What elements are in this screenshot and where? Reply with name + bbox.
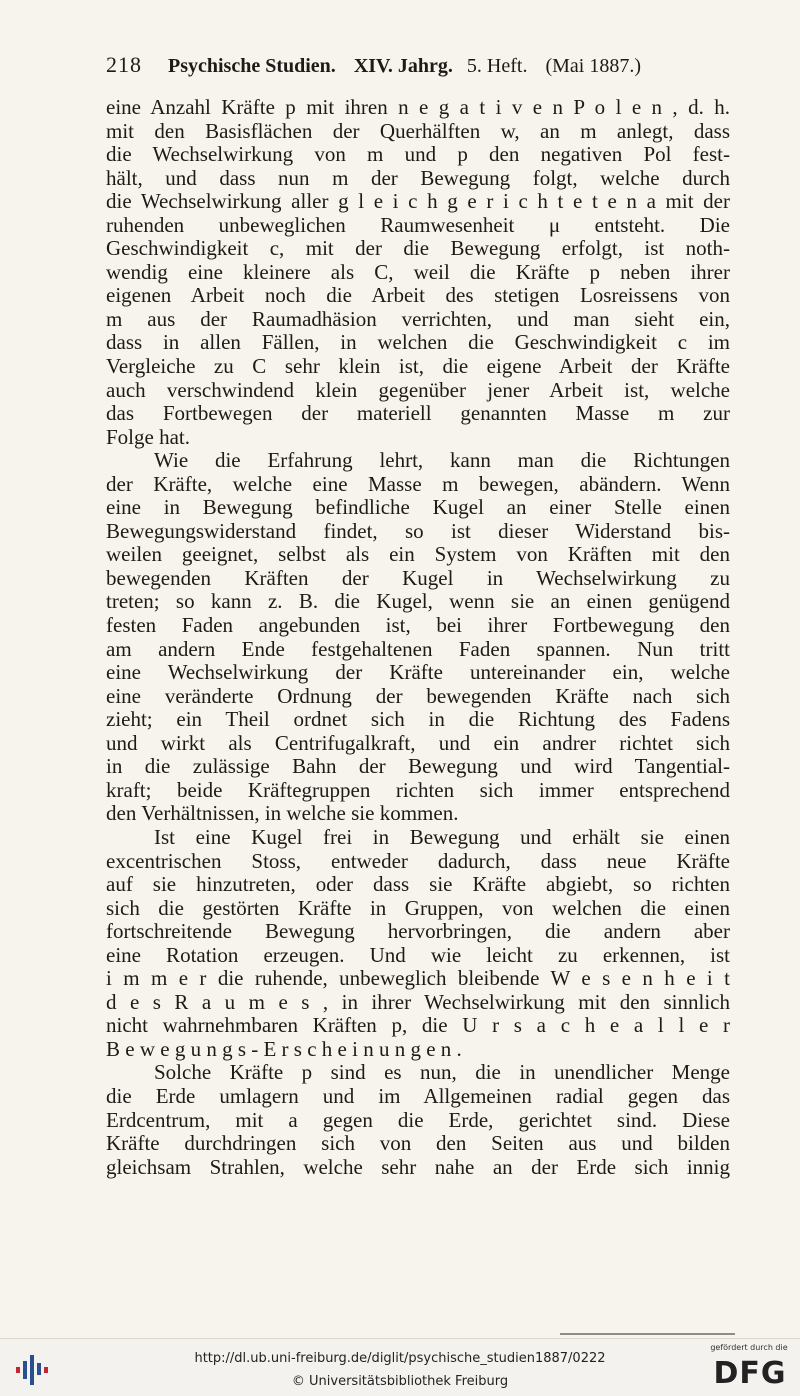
text-line: fortschreitende Bewegung hervorbringen, die andern aber <box>106 920 730 944</box>
text-line: festen Faden angebunden ist, bei ihrer Fortbewegung den <box>106 614 730 638</box>
text-line: in die zulässige Bahn der Bewegung und wird Tangential- <box>106 755 730 779</box>
text-line: gleichsam Strahlen, welche sehr nahe an der Erde sich innig <box>106 1155 730 1179</box>
dfg-logo <box>706 1343 792 1393</box>
text-line: am andern Ende festgehaltenen Faden spannen. Nun tritt <box>106 637 730 661</box>
volume-label: XIV. Jahrg. <box>353 55 453 77</box>
text-line: auch verschwindend klein gegenüber jener Arbeit ist, welche <box>106 378 730 402</box>
text-line: die Wechselwirkung von m und p den negativen Pol fest- <box>106 143 730 167</box>
text-line: eine in Bewegung befindliche Kugel an einer Stelle einen <box>106 496 730 520</box>
running-head <box>106 52 730 82</box>
bottom-rule <box>560 1333 735 1335</box>
permalink-url[interactable]: http://dl.ub.uni-freiburg.de/diglit/psychische_studien1887/0222 <box>194 1351 606 1366</box>
text-line: auf sie hinzutreten, oder dass sie Kräfte abgiebt, so richten <box>106 873 730 897</box>
text-line: mit den Basisflächen der Querhälften w, an m anlegt, dass <box>106 119 730 143</box>
text-line: nicht wahrnehmbaren Kräften p, die U r s a c h e a l l e r <box>106 1014 730 1038</box>
text-line: Bewegungswiderstand findet, so ist dieser Widerstand bis- <box>106 519 730 543</box>
text-line: wendig eine kleinere als C, weil die Kräfte p neben ihrer <box>106 260 730 284</box>
issue-label: 5. Heft. <box>466 55 528 77</box>
text-line: das Fortbewegen der materiell genannten Masse m zur <box>106 402 730 426</box>
text-line: ruhenden unbeweglichen Raumwesenheit μ entsteht. Die <box>106 213 730 237</box>
text-line: den Verhältnissen, in welche sie kommen. <box>106 802 459 826</box>
dfg-mark: DFG <box>713 1356 787 1391</box>
text-line: Ist eine Kugel frei in Bewegung und erhält sie einen <box>154 825 730 849</box>
page-number: 218 <box>106 52 142 77</box>
text-line: B e w e g u n g s - E r s c h e i n u n g e n . <box>106 1037 462 1061</box>
text-line: Wie die Erfahrung lehrt, kann man die Richtungen <box>154 449 730 473</box>
text-line: dass in allen Fällen, in welchen die Geschwindigkeit c im <box>106 331 730 355</box>
text-line: hält, und dass nun m der Bewegung folgt, welche durch <box>106 166 730 190</box>
text-line: sich die gestörten Kräfte in Gruppen, von welchen die einen <box>106 896 730 920</box>
text-line: excentrischen Stoss, entweder dadurch, dass neue Kräfte <box>106 849 730 873</box>
viewer-footer <box>0 1338 800 1396</box>
text-line: zieht; ein Theil ordnet sich in die Richtung des Fadens <box>106 708 730 732</box>
journal-title: Psychische Studien. <box>168 55 336 77</box>
text-line: weilen geeignet, selbst als ein System von Kräften mit den <box>106 543 730 567</box>
text-line: i m m e r die ruhende, unbeweglich bleibende W e s e n h e i t <box>106 967 730 991</box>
text-line: Geschwindigkeit c, mit der die Bewegung erfolgt, ist noth- <box>106 237 730 261</box>
text-line: Folge hat. <box>106 425 190 449</box>
text-line: treten; so kann z. B. die Kugel, wenn sie an einen genügend <box>106 590 730 614</box>
text-line: Vergleiche zu C sehr klein ist, die eigene Arbeit der Kräfte <box>106 355 730 379</box>
text-line: Kräfte durchdringen sich von den Seiten aus und bilden <box>106 1132 730 1156</box>
text-line: eine Rotation erzeugen. Und wie leicht zu erkennen, ist <box>106 943 730 967</box>
text-line: bewegenden Kräften der Kugel in Wechselwirkung zu <box>106 566 730 590</box>
text-line: Solche Kräfte p sind es nun, die in unendlicher Menge <box>154 1061 730 1085</box>
issue-date: (Mai 1887.) <box>545 55 641 77</box>
body-text <box>106 96 730 1179</box>
text-line: Erdcentrum, mit a gegen die Erde, gerichtet sind. Diese <box>106 1108 730 1132</box>
text-line: eine veränderte Ordnung der bewegenden Kräfte nach sich <box>106 684 730 708</box>
text-line: kraft; beide Kräftegruppen richten sich immer entsprechend <box>106 778 730 802</box>
text-line: die Erde umlagern und im Allgemeinen radial gegen das <box>106 1084 730 1108</box>
text-line: und wirkt als Centrifugalkraft, und ein andrer richtet sich <box>106 731 730 755</box>
text-line: m aus der Raumadhäsion verrichten, und man sieht ein, <box>106 307 730 331</box>
text-line: der Kräfte, welche eine Masse m bewegen, abändern. Wenn <box>106 472 730 496</box>
text-line: eigenen Arbeit noch die Arbeit des stetigen Losreissens von <box>106 284 730 308</box>
text-line: eine Wechselwirkung der Kräfte untereinander ein, welche <box>106 661 730 685</box>
text-line: eine Anzahl Kräfte p mit ihren n e g a t i v e n P o l e n , d. h. <box>106 96 730 119</box>
text-line: die Wechselwirkung aller g l e i c h g e r i c h t e t e n a mit der <box>106 190 730 214</box>
copyright-notice: © Universitätsbibliothek Freiburg <box>291 1374 509 1389</box>
dfg-supported-text: gefördert durch die <box>710 1343 788 1352</box>
text-line: d e s R a u m e s , in ihrer Wechselwirkung mit den sinnlich <box>106 990 730 1014</box>
